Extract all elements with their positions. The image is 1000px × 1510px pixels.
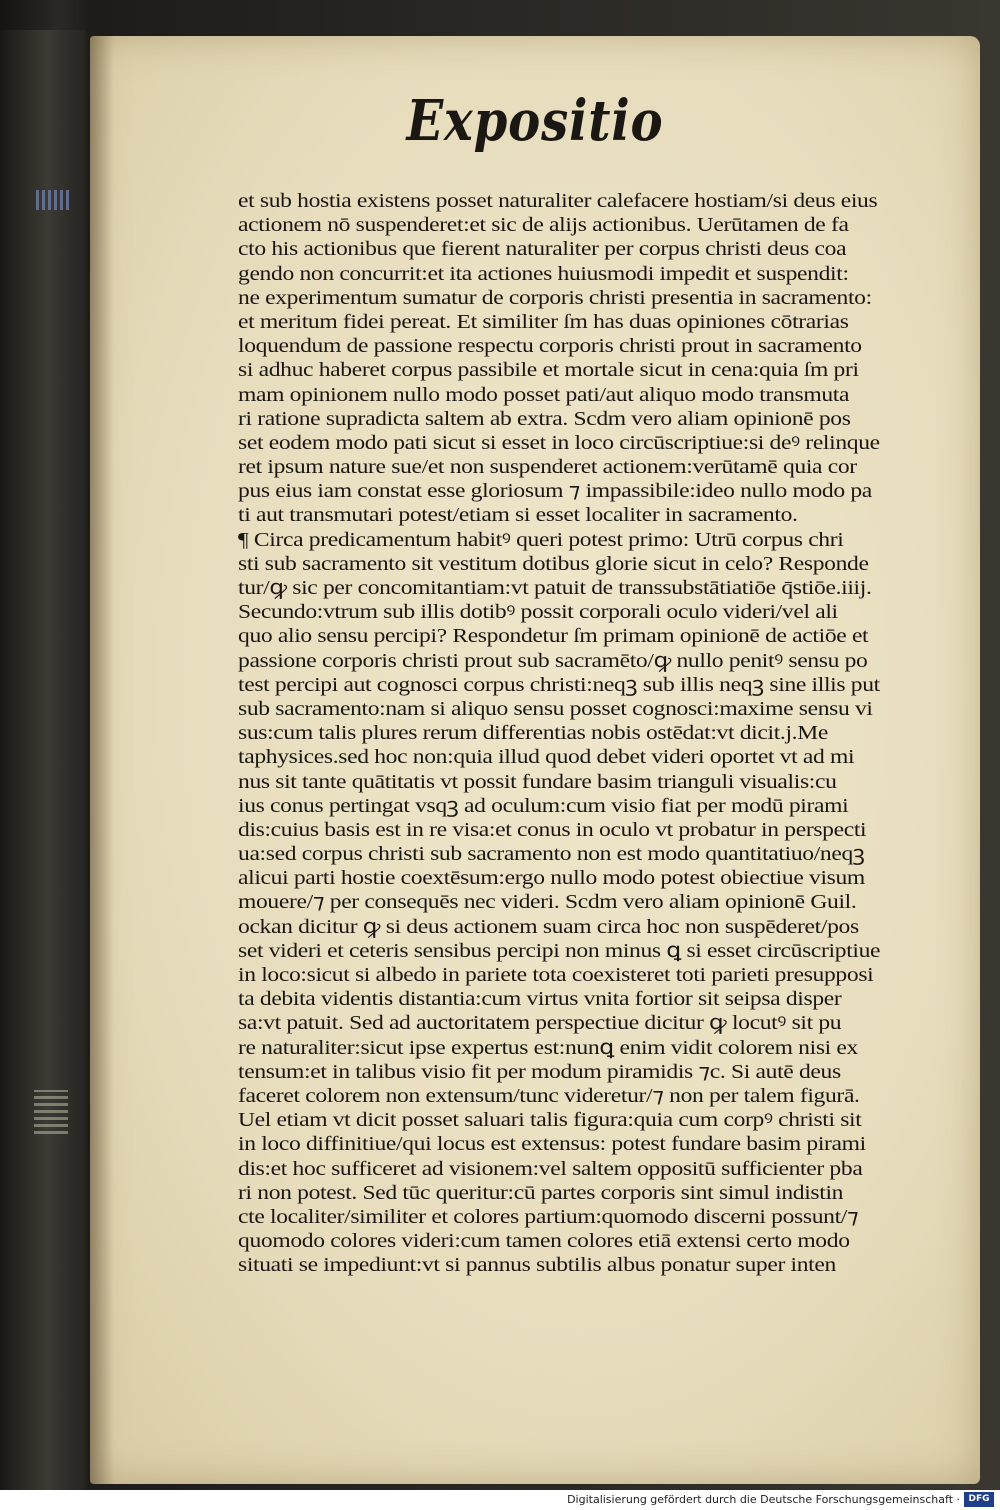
text-line: gendo non concurrit:et ita actiones huiusmodi impedit et suspendit: bbox=[238, 262, 849, 285]
text-line: ua:sed corpus christi sub sacramento non est modo quantitatiuo/neqꝫ bbox=[238, 843, 865, 866]
text-line: dis:et hoc sufficeret ad visionem:vel saltem oppositū sufficienter pba bbox=[238, 1157, 863, 1180]
text-line: test percipi aut cognosci corpus christi:neqꝫ sub illis neqꝫ sine illis put bbox=[238, 673, 880, 696]
footer-bar bbox=[0, 1490, 1000, 1510]
text-line: ¶ Circa predicamentum habitꝰ queri potest primo: Utrū corpus chri bbox=[238, 528, 844, 551]
text-line: in loco:sicut si albedo in pariete tota coexisteret toti parieti presupposi bbox=[238, 964, 874, 986]
text-line: quo alio sensu percipi? Respondetur ſm primam opinionē de actiōe et bbox=[238, 625, 869, 648]
text-line: nus sit tante quātitatis vt possit fundare basim trianguli visualis:cu bbox=[238, 770, 837, 793]
text-line: sus:cum talis plures rerum differentias nobis ostēdat:vt dicit.j.Me bbox=[238, 722, 828, 745]
text-line: dis:cuius basis est in re visa:et conus in oculo vt probatur in perspecti bbox=[238, 818, 867, 841]
text-line: cte localiter/similiter et colores partium:quomodo discerni possunt/⁊ bbox=[238, 1205, 859, 1228]
text-line: passione corporis christi prout sub sacramēto/ꝙ nullo penitꝰ sensu po bbox=[238, 649, 868, 672]
gutter-shadow bbox=[90, 36, 114, 1484]
adjacent-page-edge bbox=[0, 30, 86, 1490]
book-page bbox=[90, 36, 980, 1484]
text-line: si adhuc haberet corpus passibile et mortale sicut in cena:quia ſm pri bbox=[238, 359, 859, 382]
text-line: alicui parti hostie coextēsum:ergo nullo modo potest obiectiue visum bbox=[238, 867, 865, 890]
text-line: sub sacramento:nam si aliquo sensu posset cognosci:maxime sensu vi bbox=[238, 697, 873, 720]
text-line: ne experimentum sumatur de corporis christi presentia in sacramento: bbox=[238, 286, 872, 309]
text-line: mam opinionem nullo modo posset pati/aut aliquo modo transmuta bbox=[238, 383, 850, 406]
text-line: pus eius iam constat esse gloriosum ⁊ impassibile:ideo nullo modo pa bbox=[238, 480, 872, 503]
text-line: et meritum fidei pereat. Et similiter ſm has duas opiniones cōtrarias bbox=[238, 310, 849, 333]
footer-credit: Digitalisierung gefördert durch die Deutsche Forschungsgemeinschaft · bbox=[567, 1493, 960, 1506]
text-line: mouere/⁊ per consequēs nec videri. Scdm vero aliam opinionē Guil. bbox=[238, 891, 857, 914]
text-line: et sub hostia existens posset naturaliter calefacere hostiam/si deus eius bbox=[238, 190, 878, 212]
adjacent-page-mark bbox=[36, 190, 72, 210]
text-line: ti aut transmutari potest/etiam si esset localiter in sacramento. bbox=[238, 504, 798, 527]
text-line: ri ratione supradicta saltem ab extra. Scdm vero aliam opinionē pos bbox=[238, 407, 851, 430]
text-line: set eodem modo pati sicut si esset in loco circūscriptiue:si deꝰ relinque bbox=[238, 431, 880, 454]
text-line: cto his actionibus que fierent naturaliter per corpus christi deus coa bbox=[238, 238, 847, 261]
text-line: Secundo:vtrum sub illis dotibꝰ possit corporali oculo videri/vel ali bbox=[238, 601, 838, 624]
adjacent-page-mark bbox=[34, 1090, 68, 1134]
text-line: tensum:et in talibus visio fit per modum piramidis ⁊c. Si autē deus bbox=[238, 1060, 841, 1083]
body-text bbox=[238, 189, 938, 1277]
text-line: ockan dicitur ꝙ si deus actionem suam circa hoc non suspēderet/pos bbox=[238, 915, 859, 938]
text-line: ri non potest. Sed tūc queritur:cū partes corporis sint simul indistin bbox=[238, 1181, 844, 1204]
text-line: faceret colorem non extensum/tunc videretur/⁊ non per talem figurā. bbox=[238, 1084, 860, 1107]
text-line: in loco diffinitiue/qui locus est extensus: potest fundare basim pirami bbox=[238, 1133, 866, 1156]
text-line: situati se impediunt:vt si pannus subtilis albus ponatur super inten bbox=[238, 1254, 836, 1277]
text-line: loquendum de passione respectu corporis christi prout in sacramento bbox=[238, 335, 862, 358]
text-line: Uel etiam vt dicit posset saluari talis figura:quia cum corpꝰ christi sit bbox=[238, 1109, 862, 1132]
text-line: actionem nō suspenderet:et sic de alijs actionibus. Uerūtamen de fa bbox=[238, 214, 849, 237]
text-line: ta debita videntis distantia:cum virtus vnita fortior sit seipsa disper bbox=[238, 988, 842, 1011]
text-line: ius conus pertingat vsqꝫ ad oculum:cum visio fiat per modū pirami bbox=[238, 794, 849, 817]
text-line: tur/ꝙ sic per concomitantiam:vt patuit de transsubstātiatiōe q̄stiōe.iiij. bbox=[238, 577, 872, 599]
text-line: sa:vt patuit. Sed ad auctoritatem perspectiue dicitur ꝙ locutꝰ sit pu bbox=[238, 1012, 842, 1035]
dfg-logo: DFG bbox=[964, 1492, 994, 1507]
text-line: sti sub sacramento sit vestitum dotibus glorie sicut in celo? Responde bbox=[238, 552, 869, 575]
text-line: taphysices.sed hoc non:quia illud quod debet videri oportet vt ad mi bbox=[238, 746, 855, 769]
text-line: ret ipsum nature sue/et non suspenderet actionem:verūtamē quia cor bbox=[238, 456, 857, 479]
page-heading: Expositio bbox=[406, 88, 664, 154]
text-line: quomodo colores videri:cum tamen colores etiā extensi certo modo bbox=[238, 1230, 850, 1253]
text-line: set videri et ceteris sensibus percipi non minus ꝗ si esset circūscriptiue bbox=[238, 939, 881, 962]
text-line: re naturaliter:sicut ipse expertus est:nunꝗ enim vidit colorem nisi ex bbox=[238, 1036, 858, 1059]
